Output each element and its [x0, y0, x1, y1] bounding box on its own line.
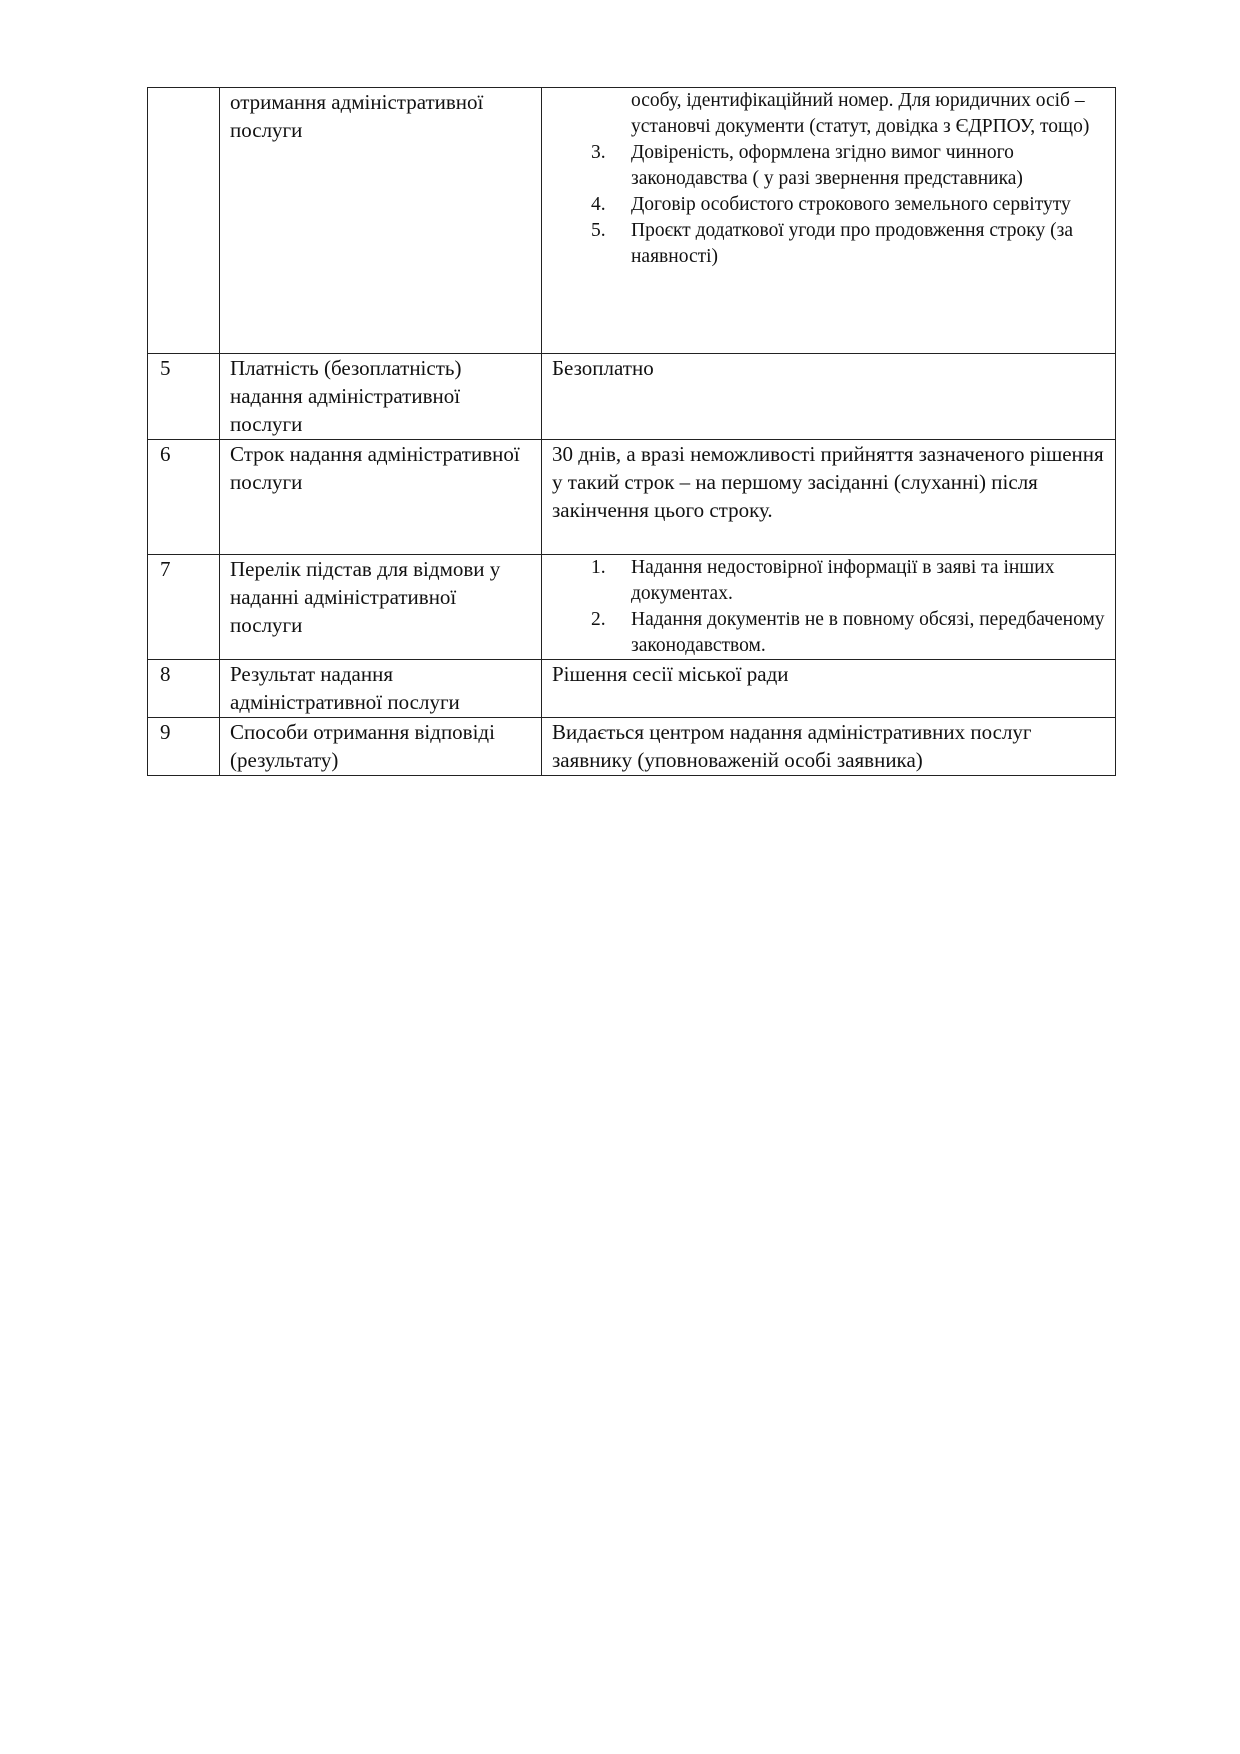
list-item: [552, 555, 1105, 607]
row-value: Безоплатно: [542, 354, 1116, 440]
list-item-text: Проєкт додаткової угоди про продовження строку (за наявності): [631, 220, 1073, 267]
list-marker: 4.: [591, 194, 606, 215]
list-item: [552, 607, 1105, 659]
list-item-text: Надання документів не в повному обсязі, передбаченому законодавством.: [631, 609, 1105, 656]
row-value: Видається центром надання адміністративних послуг заявнику (уповноваженій особі заявника): [542, 718, 1116, 776]
row-number: 8: [148, 660, 220, 718]
table-row: [148, 660, 1116, 718]
row-value: [542, 88, 1116, 354]
list-item-text: Надання недостовірної інформації в заяві та інших документах.: [631, 557, 1055, 604]
row-value: [542, 555, 1116, 660]
row-label: Способи отримання відповіді (результату): [220, 718, 542, 776]
row-label: Результат надання адміністративної послуги: [220, 660, 542, 718]
documents-list: [552, 88, 1105, 270]
list-marker: 5.: [591, 220, 606, 241]
refusal-grounds-list: [552, 555, 1105, 659]
table-row: [148, 354, 1116, 440]
list-item-text: Довіреність, оформлена згідно вимог чинного законодавства ( у разі звернення представника): [631, 142, 1023, 189]
table-row: [148, 88, 1116, 354]
row-number: 7: [148, 555, 220, 660]
row-number: 5: [148, 354, 220, 440]
list-marker: 1.: [591, 557, 606, 578]
list-item: [552, 218, 1105, 270]
table-row: [148, 440, 1116, 555]
service-info-table: [147, 87, 1116, 776]
list-item: [552, 140, 1105, 192]
row-label: Перелік підстав для відмови у наданні адміністративної послуги: [220, 555, 542, 660]
row-number: [148, 88, 220, 354]
row-value: 30 днів, а вразі неможливості прийняття зазначеного рішення у такий строк – на першому засіданні (слуханні) після закінчення цього строку.: [542, 440, 1116, 555]
row-label: Платність (безоплатність) надання адміністративної послуги: [220, 354, 542, 440]
row-number: 6: [148, 440, 220, 555]
list-item-text: Договір особистого строкового земельного сервітуту: [631, 194, 1071, 215]
list-item: [552, 88, 1105, 140]
list-item: [552, 192, 1105, 218]
table-row: [148, 718, 1116, 776]
list-marker: 2.: [591, 609, 606, 630]
row-label: Строк надання адміністративної послуги: [220, 440, 542, 555]
row-number: 9: [148, 718, 220, 776]
table-row: [148, 555, 1116, 660]
row-label: отримання адміністративної послуги: [220, 88, 542, 354]
list-item-text: особу, ідентифікаційний номер. Для юридичних осіб – установчі документи (статут, довідка з ЄДРПОУ, тощо): [631, 90, 1090, 137]
list-marker: 3.: [591, 142, 606, 163]
row-value: Рішення сесії міської ради: [542, 660, 1116, 718]
